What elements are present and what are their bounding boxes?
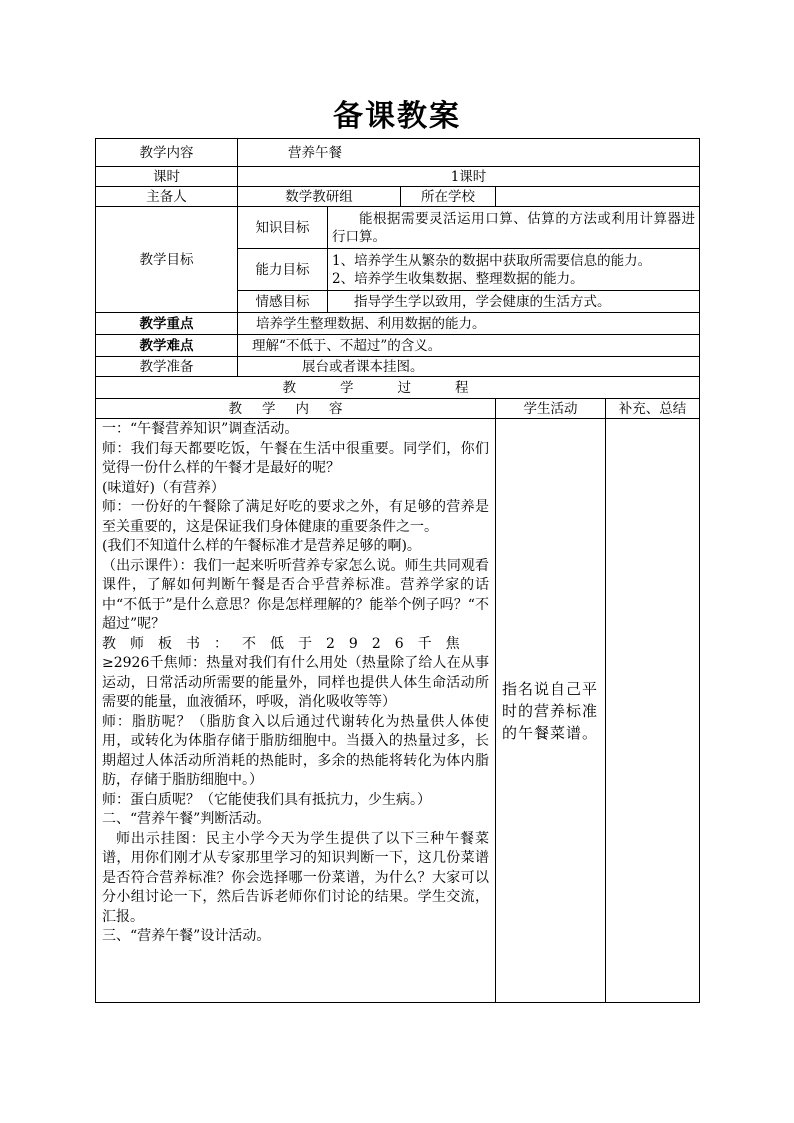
row-difficulty — [96, 335, 700, 357]
process-para-1: 一：“午餐营养知识”调查活动。 — [102, 421, 299, 437]
prep-value: 展台或者课本挂图。 — [238, 357, 700, 377]
content-label: 教学内容 — [96, 139, 238, 167]
process-para-3: (味道好)（有营养） — [102, 479, 225, 496]
process-header: 教学过程 — [96, 377, 700, 399]
lesson-plan-table — [95, 138, 700, 1003]
process-para-11: 二、“营养午餐”判断活动。 — [102, 811, 271, 827]
hours-label: 课时 — [96, 167, 238, 187]
process-para-6: （出示课件）：我们一起来听听营养专家怎么说。师生共同观看课件，了解如何判断午餐是否合乎营养标准。营养学家的话中“不低于”是什么意思？你是怎样理解的？能举个例子吗？“不超过”呢？ — [102, 557, 489, 632]
process-para-5: (我们不知道什么样的午餐标准才是营养足够的啊)。 — [102, 538, 421, 554]
process-para-8: ≥2926千焦师：热量对我们有什么用处（热量除了给人在从事运动，日常活动所需要的能量外，同样也提供人体生命活动所需要的能量，血液循环，呼吸，消化吸收等等） — [102, 655, 489, 710]
process-para-12: 师出示挂图：民主小学今天为学生提供了以下三种午餐菜谱，用你们刚才从专家那里学习的知识判断一下，这几份菜谱是否符合营养标准？你会选择哪一份菜谱，为什么？大家可以分小组讨论一下，然后告诉老师你们讨论的结果。学生交流，汇报。 — [102, 830, 489, 925]
knowledge-label: 知识目标 — [238, 207, 328, 249]
row-process-header — [96, 377, 700, 399]
key-label: 教学重点 — [96, 313, 238, 335]
col-student-header: 学生活动 — [496, 399, 606, 419]
ability-value — [328, 249, 700, 291]
row-key-point — [96, 313, 700, 335]
ability-label: 能力目标 — [238, 249, 328, 291]
row-hours — [96, 167, 700, 187]
key-value: 培养学生整理数据、利用数据的能力。 — [238, 313, 700, 335]
col-summary-header: 补充、总结 — [606, 399, 700, 419]
content-value: 营养午餐 — [238, 139, 700, 167]
document-title: 备课教案 — [333, 99, 461, 134]
difficulty-label: 教学难点 — [96, 335, 238, 357]
process-para-4: 师：一份好的午餐除了满足好吃的要求之外，有足够的营养是至关重要的，这是保证我们身体健康的重要条件之一。 — [102, 499, 489, 535]
prep-label: 教学准备 — [96, 357, 238, 377]
knowledge-value: 能根据需要灵活运用口算、估算的方法或利用计算器进行口算。 — [328, 207, 700, 249]
school-label: 所在学校 — [401, 187, 496, 207]
process-para-7: 教师板书：不低于2926千焦 — [102, 635, 474, 652]
process-para-10: 师：蛋白质呢？（它能使我们具有抵抗力，少生病。） — [102, 791, 431, 808]
row-knowledge-goal — [96, 207, 700, 249]
emotion-value: 指导学生学以致用，学会健康的生活方式。 — [328, 291, 700, 313]
ability-item-2: 2、培养学生收集数据、整理数据的能力。 — [332, 270, 584, 287]
preparer-label: 主备人 — [96, 187, 238, 207]
row-process-body — [96, 419, 700, 1003]
row-column-headers — [96, 399, 700, 419]
emotion-label: 情感目标 — [238, 291, 328, 313]
process-para-13: 三、“营养午餐”设计活动。 — [102, 928, 271, 944]
col-content-header: 教学内容 — [96, 399, 496, 419]
ability-item-1: 1、培养学生从繁杂的数据中获取所需要信息的能力。 — [332, 252, 652, 269]
hours-value: 1课时 — [238, 167, 700, 187]
preparer-value: 数学教研组 — [238, 187, 401, 207]
difficulty-value: 理解“不低于、不超过”的含义。 — [238, 335, 700, 357]
row-preparer — [96, 187, 700, 207]
process-content — [96, 419, 496, 1003]
goals-label: 教学目标 — [96, 207, 238, 313]
row-content — [96, 139, 700, 167]
school-value — [496, 187, 700, 207]
row-preparation — [96, 357, 700, 377]
student-activity: 指名说自己平时的营养标准的午餐菜谱。 — [496, 419, 606, 1003]
summary-cell — [606, 419, 700, 1003]
process-para-2: 师：我们每天都要吃饭，午餐在生活中很重要。同学们，你们觉得一份什么样的午餐才是最好的呢？ — [102, 440, 489, 476]
process-para-9: 师：脂肪呢？（脂肪食入以后通过代谢转化为热量供人体使用，或转化为体脂存储于脂肪细胞中。当摄入的热量过多，长期超过人体活动所消耗的热能时，多余的热能将转化为体内脂肪，存储于脂肪细胞中。） — [102, 713, 489, 788]
